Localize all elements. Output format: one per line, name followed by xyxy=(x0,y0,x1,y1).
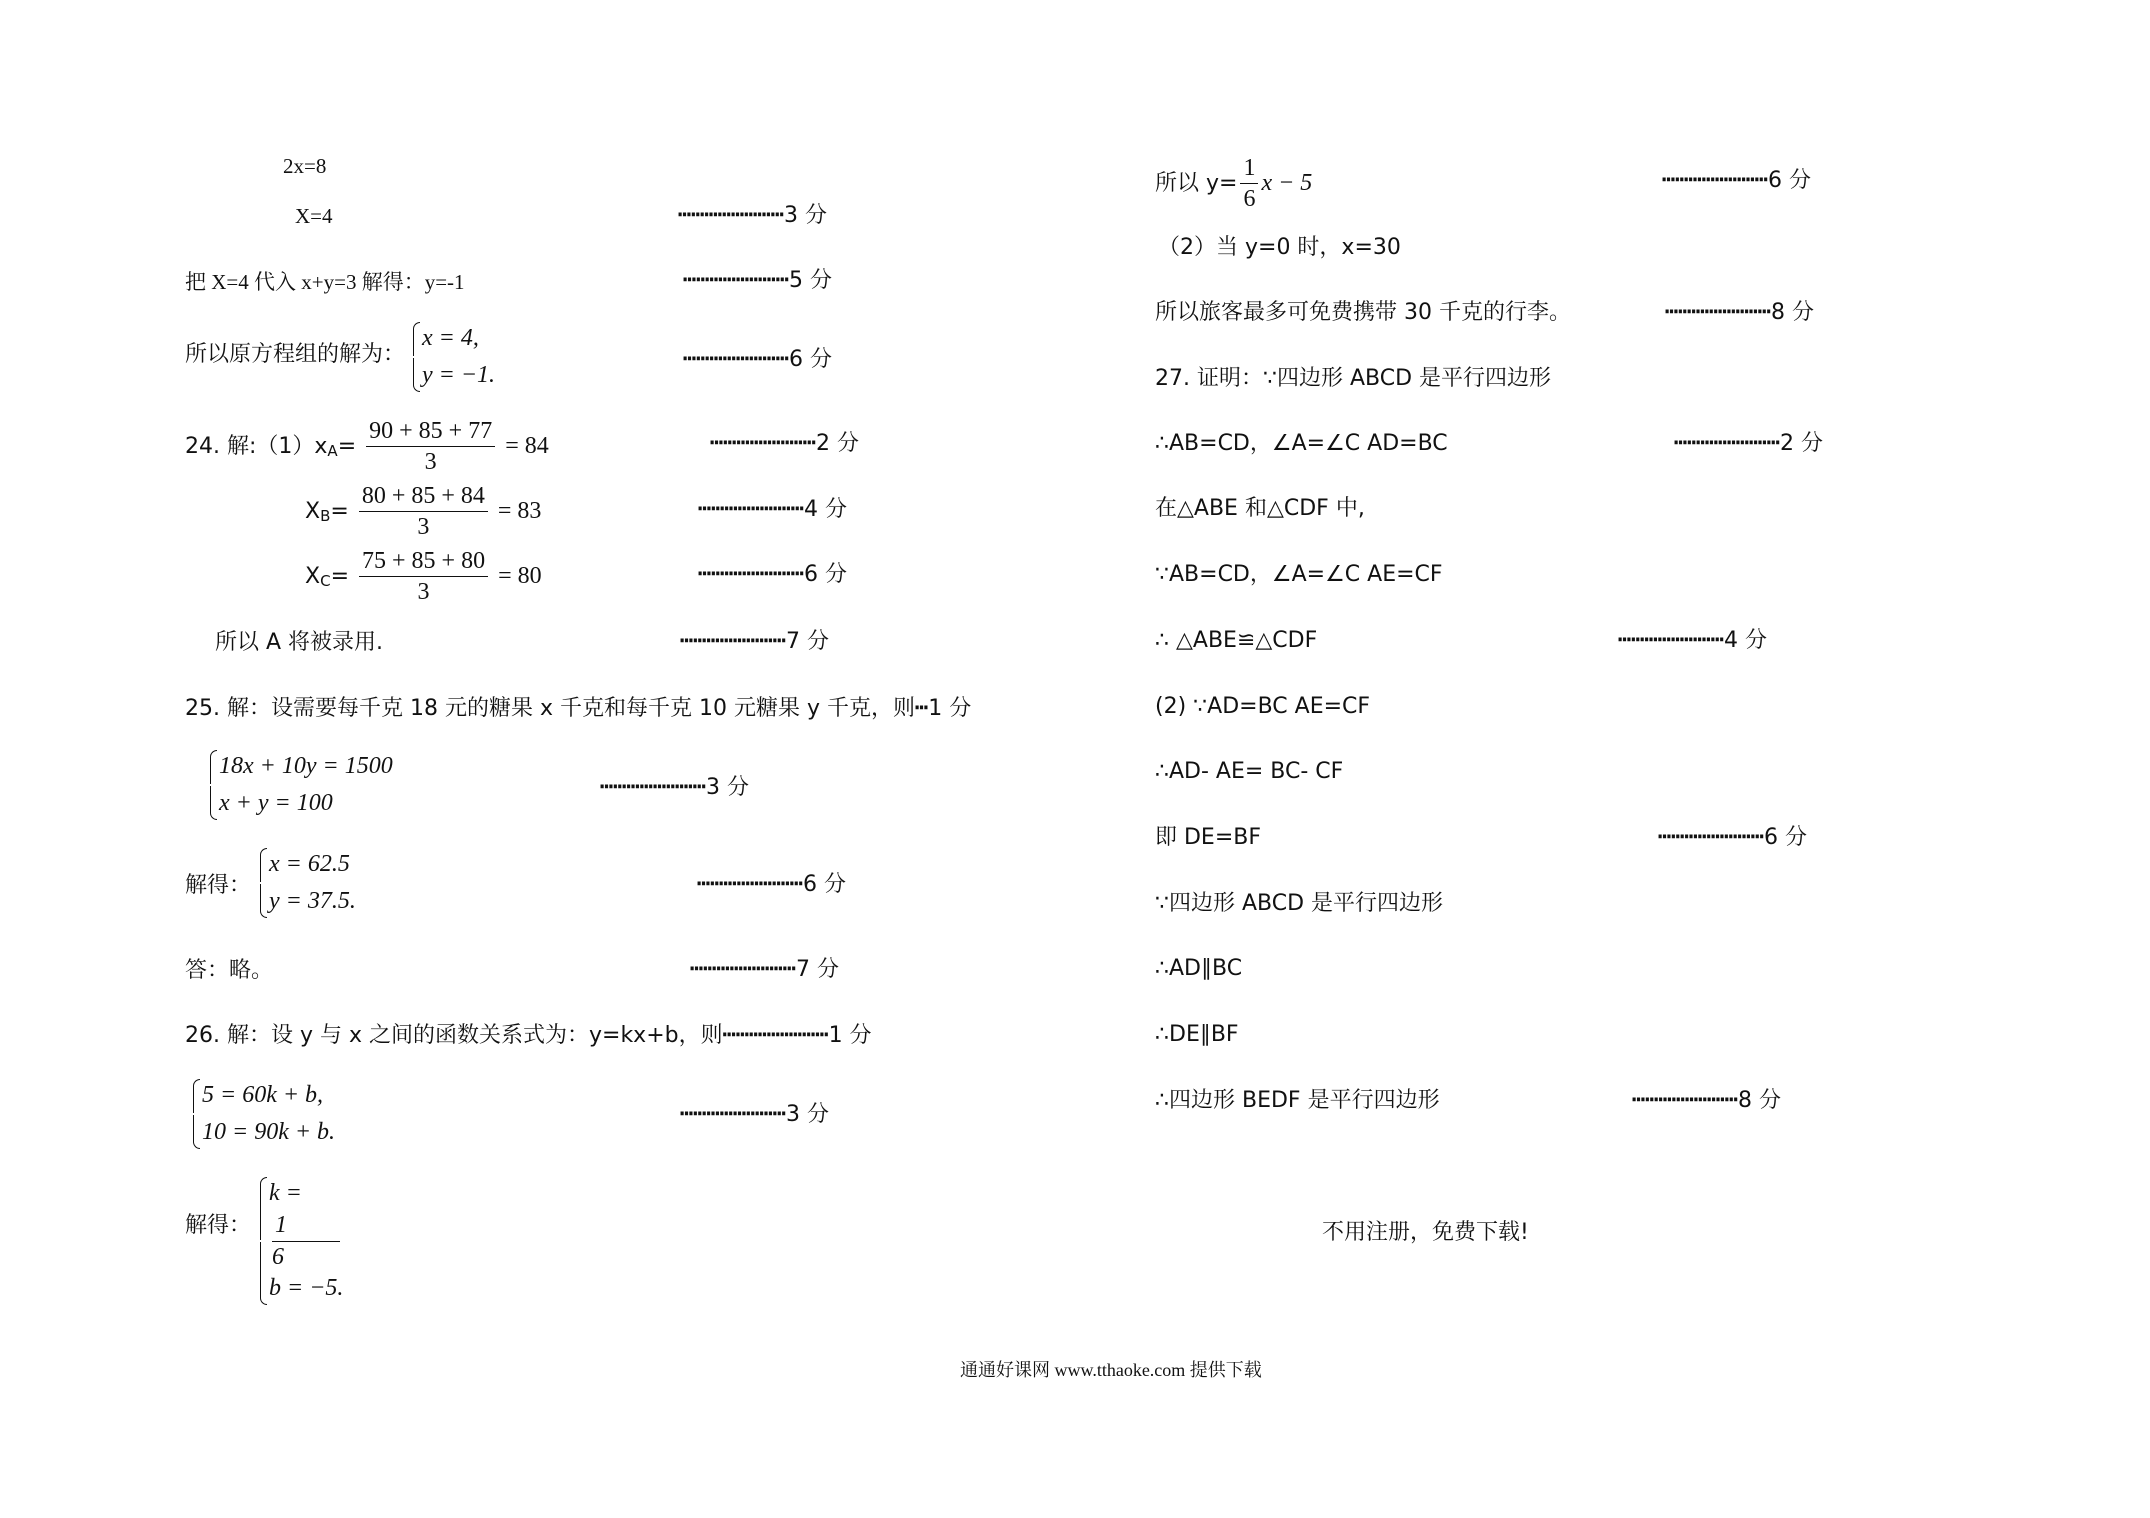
q26-solution: k = 1 6 b = −5. xyxy=(255,1175,343,1307)
proof-line: ∴四边形 BEDF 是平行四边形 xyxy=(1155,1088,1440,1113)
score-mark: ┅┅┅┅┅┅┅┅4 分 xyxy=(698,497,847,522)
part2-line: （2）当 y=0 时，x=30 xyxy=(1158,235,1401,260)
proof-line: ∴ △ABE≌△CDF xyxy=(1155,628,1318,653)
score-mark: ┅┅┅┅┅┅┅┅6 分 xyxy=(697,872,846,897)
proof-line: ∴AD- AE= BC- CF xyxy=(1155,759,1344,784)
score-mark: ┅┅┅┅┅┅┅┅3 分 xyxy=(600,775,749,800)
proof-line: ∴AD∥BC xyxy=(1155,956,1243,981)
proof-line: ∴DE∥BF xyxy=(1155,1022,1239,1047)
promo-text: 不用注册，免费下载! xyxy=(1322,1220,1529,1245)
score-mark: ┅┅┅┅┅┅┅┅8 分 xyxy=(1665,300,1814,325)
proof-line: 在△ABE 和△CDF 中, xyxy=(1155,496,1365,521)
q26-statement: 26. 解：设 y 与 x 之间的函数关系式为：y=kx+b，则┅┅┅┅┅┅┅┅1 分 xyxy=(185,1023,872,1048)
conclusion-luggage: 所以旅客最多可免费携带 30 千克的行李。 xyxy=(1155,300,1571,325)
q24-line2: $X_B=$ $\frac{80 + 85 + 84}{3}$ = 83 xyxy=(305,483,542,541)
solve-label: 解得： xyxy=(185,873,252,898)
solve-label: 解得： xyxy=(185,1213,252,1238)
solution-system: x = 4, y = −1. xyxy=(408,320,495,394)
proof-line: ∴AB=CD，∠A=∠C AD=BC xyxy=(1155,431,1448,456)
q25-solution: x = 62.5 y = 37.5. xyxy=(255,846,356,920)
q24-line1: 24. 解$:(1)x_A=$ $\frac{90 + 85 + 77}{3}$ = 84 xyxy=(185,418,549,476)
q25-system: 18x + 10y = 1500 x + y = 100 xyxy=(205,748,393,822)
score-mark: ┅┅┅┅┅┅┅┅6 分 xyxy=(1662,168,1811,193)
proof-line: 即 DE=BF xyxy=(1155,825,1262,850)
page-footer: 通通好课网 www.tthaoke.com 提供下载 xyxy=(960,1360,1262,1380)
score-mark: ┅┅┅┅┅┅┅┅6 分 xyxy=(683,347,832,372)
q24-conclusion: 所以 A 将被录用. xyxy=(215,630,384,655)
q24-line3: $X_C=$ $\frac{75 + 85 + 80}{3}$ = 80 xyxy=(305,548,542,606)
score-mark: ┅┅┅┅┅┅┅┅6 分 xyxy=(698,562,847,587)
answer-line: 答：略。 xyxy=(185,958,274,983)
proof-line: ∵AB=CD，∠A=∠C AE=CF xyxy=(1155,562,1443,587)
score-mark: ┅┅┅┅┅┅┅┅5 分 xyxy=(683,268,832,293)
solution-label: 所以原方程组的解为： xyxy=(185,342,406,367)
score-mark: ┅┅┅┅┅┅┅┅3 分 xyxy=(680,1102,829,1127)
substitute-line: 把 X=4 代入 x+y=3 解得：y=-1 xyxy=(185,270,465,294)
score-mark: ┅┅┅┅┅┅┅┅7 分 xyxy=(680,629,829,654)
proof-line: (2) ∵AD=BC AE=CF xyxy=(1155,694,1371,719)
proof-line: ∵四边形 ABCD 是平行四边形 xyxy=(1155,891,1444,916)
score-mark: ┅┅┅┅┅┅┅┅2 分 xyxy=(710,431,859,456)
linear-function: 所以 y= $\frac{1}{6}$ x − 5 xyxy=(1155,155,1313,213)
q25-statement: 25. 解：设需要每千克 18 元的糖果 x 千克和每千克 10 元糖果 y 千克，则┅1 分 xyxy=(185,696,972,721)
score-mark: ┅┅┅┅┅┅┅┅8 分 xyxy=(1632,1088,1781,1113)
score-mark: ┅┅┅┅┅┅┅┅2 分 xyxy=(1674,431,1823,456)
score-mark: ┅┅┅┅┅┅┅┅6 分 xyxy=(1658,825,1807,850)
score-mark: ┅┅┅┅┅┅┅┅4 分 xyxy=(1618,628,1767,653)
score-mark: ┅┅┅┅┅┅┅┅7 分 xyxy=(690,957,839,982)
score-mark: ┅┅┅┅┅┅┅┅3 分 xyxy=(678,203,827,228)
q26-system: 5 = 60k + b, 10 = 90k + b. xyxy=(188,1077,335,1151)
q27-statement: 27. 证明：∵四边形 ABCD 是平行四边形 xyxy=(1155,366,1552,391)
line-x4: X=4 xyxy=(295,204,333,228)
line-2x8: 2x=8 xyxy=(283,154,327,178)
